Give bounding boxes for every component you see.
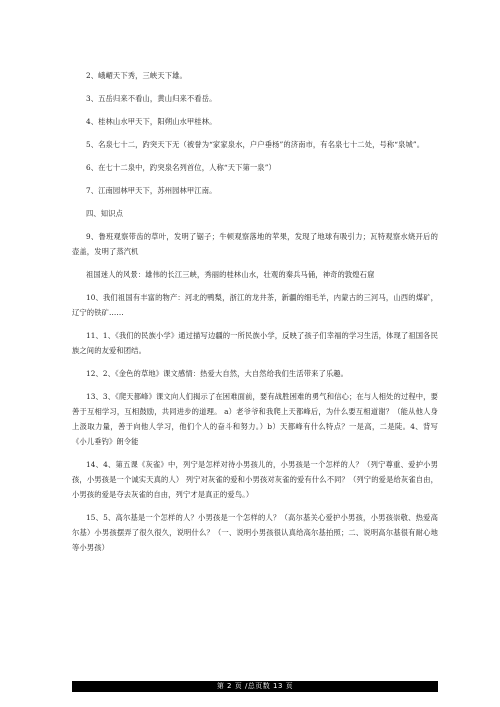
paragraph-item-15: 15、5、高尔基是一个怎样的人？小男孩是一个怎样的人？（高尔基关心爱护小男孩，小男孩崇敬、热爱高尔基）小男孩摆弄了很久很久，说明什么？（一、说明小男孩很认真给高尔基拍照；二、说明高尔基很有耐心地等小男孩） [72,513,438,552]
page-footer [72,681,438,692]
section-heading-knowledge: 四、知识点 [86,209,123,218]
paragraph-item-14: 14、4、第五课《灰雀》中，列宁是怎样对待小男孩儿的，小男孩是一个怎样的人？（列宁尊重、爱护小男孩，小男孩是一个诚实天真的人） 列宁对灰雀的爱和小男孩对灰雀的爱有什么不同？（列宁的爱是给灰雀自由，小男孩的爱是夺去灰雀的自由，列宁才是真正的爱鸟。） [72,460,438,499]
page-number-label: 第 2 页 /总页数 13 页 [216,682,294,690]
paragraph-item-7: 7、江南园林甲天下，苏州园林甲江南。 [86,186,217,195]
document-body [72,68,438,563]
paragraph-item-3: 3、五岳归来不看山，黄山归来不看岳。 [86,94,217,103]
paragraph-item-12: 12、2、《金色的草地》课文感情：热爱大自然，大自然给我们生活带来了乐趣。 [86,369,349,378]
paragraph-item-10: 10、我们祖国有丰富的物产：河北的鸭梨，浙江的龙井茶，新疆的细毛羊，内蒙古的三河马，山西的煤矿，辽宁的铁矿…… [72,293,438,317]
paragraph-item-2: 2、峨嵋天下秀，三峡天下雄。 [86,71,187,80]
paragraph-item-13: 13、3、《爬天都峰》课文向人们揭示了在困难面前，要有战胜困难的勇气和信心；在与人相处的过程中，要善于互相学习，互相鼓励，共同进步的道理。 a）老爷爷和我爬上天都峰后，为什么要互相道谢？（能从他人身上汲取力量，善于向他人学习，他们个人的奋斗和努力。）b）天都峰有什么特点？一是高，二是陡。4、背写《小儿垂钓》朗令能 [72,392,438,446]
paragraph-item-4: 4、桂林山水甲天下，阳朔山水甲桂林。 [86,117,217,126]
paragraph-item-9: 9、鲁班观察带齿的草叶，发明了锯子；牛顿观察落地的苹果，发现了地球有吸引力；瓦特观察水烧开后的壶盖，发明了蒸汽机 [72,232,438,256]
paragraph-item-6: 6、在七十二泉中，趵突泉名列首位，人称“天下第一泉”） [86,163,276,172]
paragraph-scenery: 祖国迷人的风景：雄伟的长江三峡，秀丽的桂林山水，壮观的秦兵马俑，神奇的敦煌石窟 [86,270,375,279]
paragraph-item-11: 11、1、《我们的民族小学》通过描写边疆的一所民族小学，反映了孩子们幸福的学习生活，体现了祖国各民族之间的友爱和团结。 [72,331,438,355]
paragraph-item-5: 5、名泉七十二，趵突天下无（被誉为“家家泉水，户户垂杨”的济南市，有名泉七十二处，号称“泉城”。 [86,140,425,149]
